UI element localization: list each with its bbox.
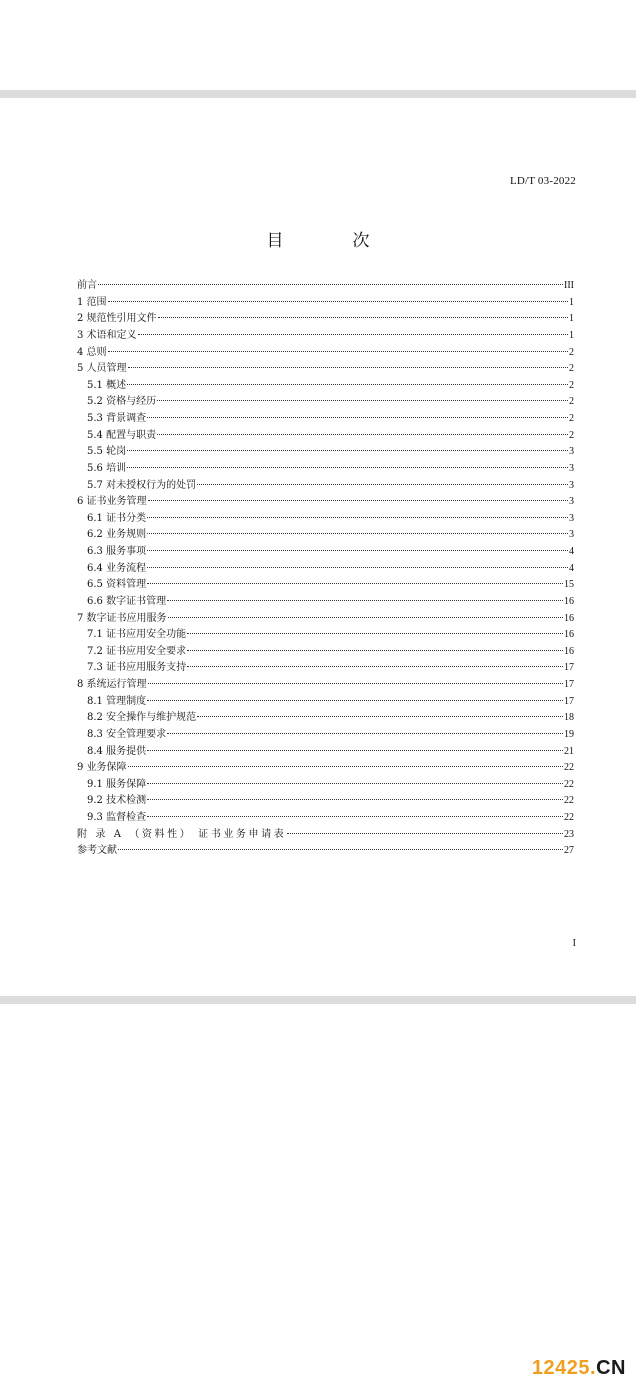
toc-leader-dots (167, 733, 563, 734)
toc-leader-dots (127, 450, 568, 451)
toc-entry[interactable] (77, 760, 574, 777)
toc-leader-dots (158, 317, 568, 318)
toc-entry-page: 16 (564, 645, 574, 657)
toc-entry-page: 22 (564, 778, 574, 790)
toc-entry[interactable] (77, 611, 574, 628)
toc-entry-page: 19 (564, 728, 574, 740)
toc-leader-dots (138, 334, 568, 335)
toc-entry-label: 5.3 背景调查 (87, 413, 147, 424)
toc-entry-page: 1 (569, 313, 574, 325)
toc-entry[interactable] (77, 594, 574, 611)
toc-entry[interactable] (77, 527, 574, 544)
toc-entry-label: 9.1 服务保障 (87, 778, 147, 790)
toc-entry[interactable] (77, 694, 574, 711)
toc-entry-page: 16 (564, 629, 574, 641)
toc-leader-dots (157, 400, 568, 401)
toc-entry-label: 4 总则 (77, 346, 107, 358)
toc-leader-dots (108, 301, 568, 302)
toc-entry-label: 7.2 证书应用安全要求 (87, 645, 187, 657)
toc-entry[interactable] (77, 677, 574, 694)
toc-entry[interactable] (77, 710, 574, 727)
toc-entry[interactable] (77, 278, 574, 295)
toc-leader-dots (187, 666, 563, 667)
toc-leader-dots (147, 799, 563, 800)
toc-entry-label: 6 证书业务管理 (77, 496, 147, 508)
toc-entry-label: 7.1 证书应用安全功能 (87, 629, 187, 641)
toc-leader-dots (287, 833, 563, 834)
toc-entry-page: 18 (564, 712, 574, 724)
toc-leader-dots (147, 583, 563, 584)
toc-entry-page: 2 (569, 413, 574, 424)
toc-entry[interactable] (77, 311, 574, 328)
toc-entry-page: 1 (569, 296, 574, 308)
toc-entry-page: 2 (569, 346, 574, 358)
toc-leader-dots (128, 766, 563, 767)
toc-entry-label: 6.3 服务事项 (87, 546, 147, 557)
toc-title: 目 次 (266, 231, 396, 251)
toc-entry-page: 22 (564, 812, 574, 823)
toc-leader-dots (187, 633, 563, 634)
toc-entry-label: 8.2 安全操作与维护规范 (87, 712, 197, 724)
toc-entry-page: 17 (564, 679, 574, 690)
toc-entry-page: 22 (564, 762, 574, 774)
toc-entry-page: 3 (569, 479, 574, 491)
toc-entry-label: 8.4 服务提供 (87, 745, 147, 757)
toc-leader-dots (127, 384, 568, 385)
toc-entry-page: 15 (564, 579, 574, 591)
toc-entry-label: 5.5 轮岗 (87, 446, 127, 458)
toc-leader-dots (147, 700, 563, 701)
toc-entry-page: 27 (564, 845, 574, 857)
toc-entry[interactable] (77, 361, 574, 378)
toc-entry[interactable] (77, 511, 574, 528)
document-code: LD/T 03-2022 (509, 175, 576, 187)
toc-entry-page: 21 (564, 745, 574, 757)
toc-leader-dots (147, 567, 568, 568)
toc-leader-dots (108, 351, 568, 352)
toc-entry-page: 3 (569, 496, 574, 508)
page-separator-top (0, 90, 636, 98)
toc-leader-dots (128, 367, 568, 368)
toc-entry[interactable] (77, 378, 574, 395)
toc-entry-label: 6.6 数字证书管理 (87, 595, 167, 607)
site-watermark (532, 1357, 626, 1380)
toc-entry-page: 17 (564, 662, 574, 674)
toc-entry[interactable] (77, 328, 574, 345)
toc-entry-label: 9.3 监督检查 (87, 812, 147, 823)
watermark-number: 12425 (531, 1357, 591, 1379)
toc-entry[interactable] (77, 744, 574, 761)
toc-entry-label: 前言 (77, 280, 97, 291)
toc-entry-label: 7.3 证书应用服务支持 (87, 662, 187, 674)
toc-leader-dots (157, 434, 568, 435)
toc-entry[interactable] (77, 295, 574, 312)
toc-entry[interactable] (77, 644, 574, 661)
toc-leader-dots (147, 783, 563, 784)
toc-entry-page: 1 (569, 329, 574, 341)
toc-entry-page: 3 (569, 529, 574, 541)
toc-entry-label: 5.1 概述 (87, 379, 127, 391)
toc-leader-dots (98, 284, 563, 285)
toc-leader-dots (147, 417, 568, 418)
toc-leader-dots (167, 600, 563, 601)
toc-leader-dots (147, 816, 563, 817)
watermark-tld: CN (596, 1357, 626, 1379)
toc-entry-label: 8 系统运行管理 (77, 679, 147, 690)
toc-leader-dots (118, 849, 563, 850)
toc-entry-page: 3 (569, 462, 574, 474)
toc-entry-label: 5.4 配置与职责 (87, 429, 157, 441)
toc-leader-dots (197, 716, 563, 717)
toc-entry[interactable] (77, 544, 574, 561)
table-of-contents (77, 278, 574, 860)
toc-entry-page: 16 (564, 612, 574, 624)
toc-entry-label: 6.1 证书分类 (87, 512, 147, 524)
toc-entry-label: 5.7 对未授权行为的处罚 (87, 479, 197, 491)
toc-entry-page: 4 (569, 562, 574, 574)
toc-entry-label: 5 人员管理 (77, 363, 127, 375)
toc-entry[interactable] (77, 461, 574, 478)
toc-entry-label: 5.2 资格与经历 (87, 396, 157, 408)
toc-entry-label: 7 数字证书应用服务 (77, 612, 167, 624)
toc-entry[interactable] (77, 810, 574, 827)
toc-leader-dots (147, 533, 568, 534)
toc-entry[interactable] (77, 827, 574, 844)
toc-entry-page: 2 (569, 396, 574, 408)
toc-entry[interactable] (77, 444, 574, 461)
toc-entry-page: 22 (564, 795, 574, 807)
toc-leader-dots (187, 650, 563, 651)
toc-entry[interactable] (77, 843, 574, 860)
toc-entry-label: 参考文献 (77, 845, 117, 857)
toc-entry-page: 16 (564, 595, 574, 607)
toc-entry-label: 5.6 培训 (87, 462, 127, 474)
toc-leader-dots (127, 467, 568, 468)
toc-entry[interactable] (77, 478, 574, 495)
toc-leader-dots (197, 484, 568, 485)
page-separator-bottom (0, 996, 636, 1004)
toc-entry-page: 23 (564, 828, 574, 840)
toc-entry[interactable] (77, 428, 574, 445)
toc-leader-dots (147, 550, 568, 551)
toc-entry[interactable] (77, 793, 574, 810)
toc-leader-dots (148, 683, 563, 684)
toc-entry-label: 6.4 业务流程 (87, 562, 147, 574)
toc-entry[interactable] (77, 411, 574, 428)
toc-leader-dots (147, 517, 568, 518)
toc-entry-page: III (564, 280, 574, 291)
toc-entry[interactable] (77, 577, 574, 594)
toc-entry-label: 9 业务保障 (77, 762, 127, 774)
toc-leader-dots (168, 617, 563, 618)
toc-entry[interactable] (77, 394, 574, 411)
toc-entry-page: 2 (569, 379, 574, 391)
toc-entry-label: 附 录 A （资料性） 证书业务申请表 (77, 828, 287, 840)
toc-entry-page: 3 (569, 446, 574, 458)
toc-leader-dots (147, 750, 563, 751)
toc-entry-page: 4 (569, 546, 574, 557)
toc-entry-label: 1 范围 (77, 296, 107, 308)
toc-entry-page: 3 (569, 512, 574, 524)
toc-entry-label: 6.2 业务规则 (87, 529, 147, 541)
toc-entry-page: 2 (569, 429, 574, 441)
toc-entry-label: 6.5 资料管理 (87, 579, 147, 591)
toc-entry-label: 8.1 管理制度 (87, 695, 147, 707)
toc-entry[interactable] (77, 345, 574, 362)
toc-entry[interactable] (77, 494, 574, 511)
toc-entry[interactable] (77, 627, 574, 644)
toc-entry-label: 9.2 技术检测 (87, 795, 147, 807)
toc-entry[interactable] (77, 777, 574, 794)
toc-entry[interactable] (77, 561, 574, 578)
toc-entry[interactable] (77, 660, 574, 677)
toc-entry-label: 8.3 安全管理要求 (87, 728, 167, 740)
toc-entry-page: 17 (564, 695, 574, 707)
watermark-dot: . (590, 1357, 597, 1379)
toc-entry-page: 2 (569, 363, 574, 375)
toc-leader-dots (148, 500, 568, 501)
toc-entry-label: 2 规范性引用文件 (77, 313, 157, 325)
toc-entry[interactable] (77, 727, 574, 744)
toc-entry-label: 3 术语和定义 (77, 329, 137, 341)
page-number: I (572, 938, 576, 949)
